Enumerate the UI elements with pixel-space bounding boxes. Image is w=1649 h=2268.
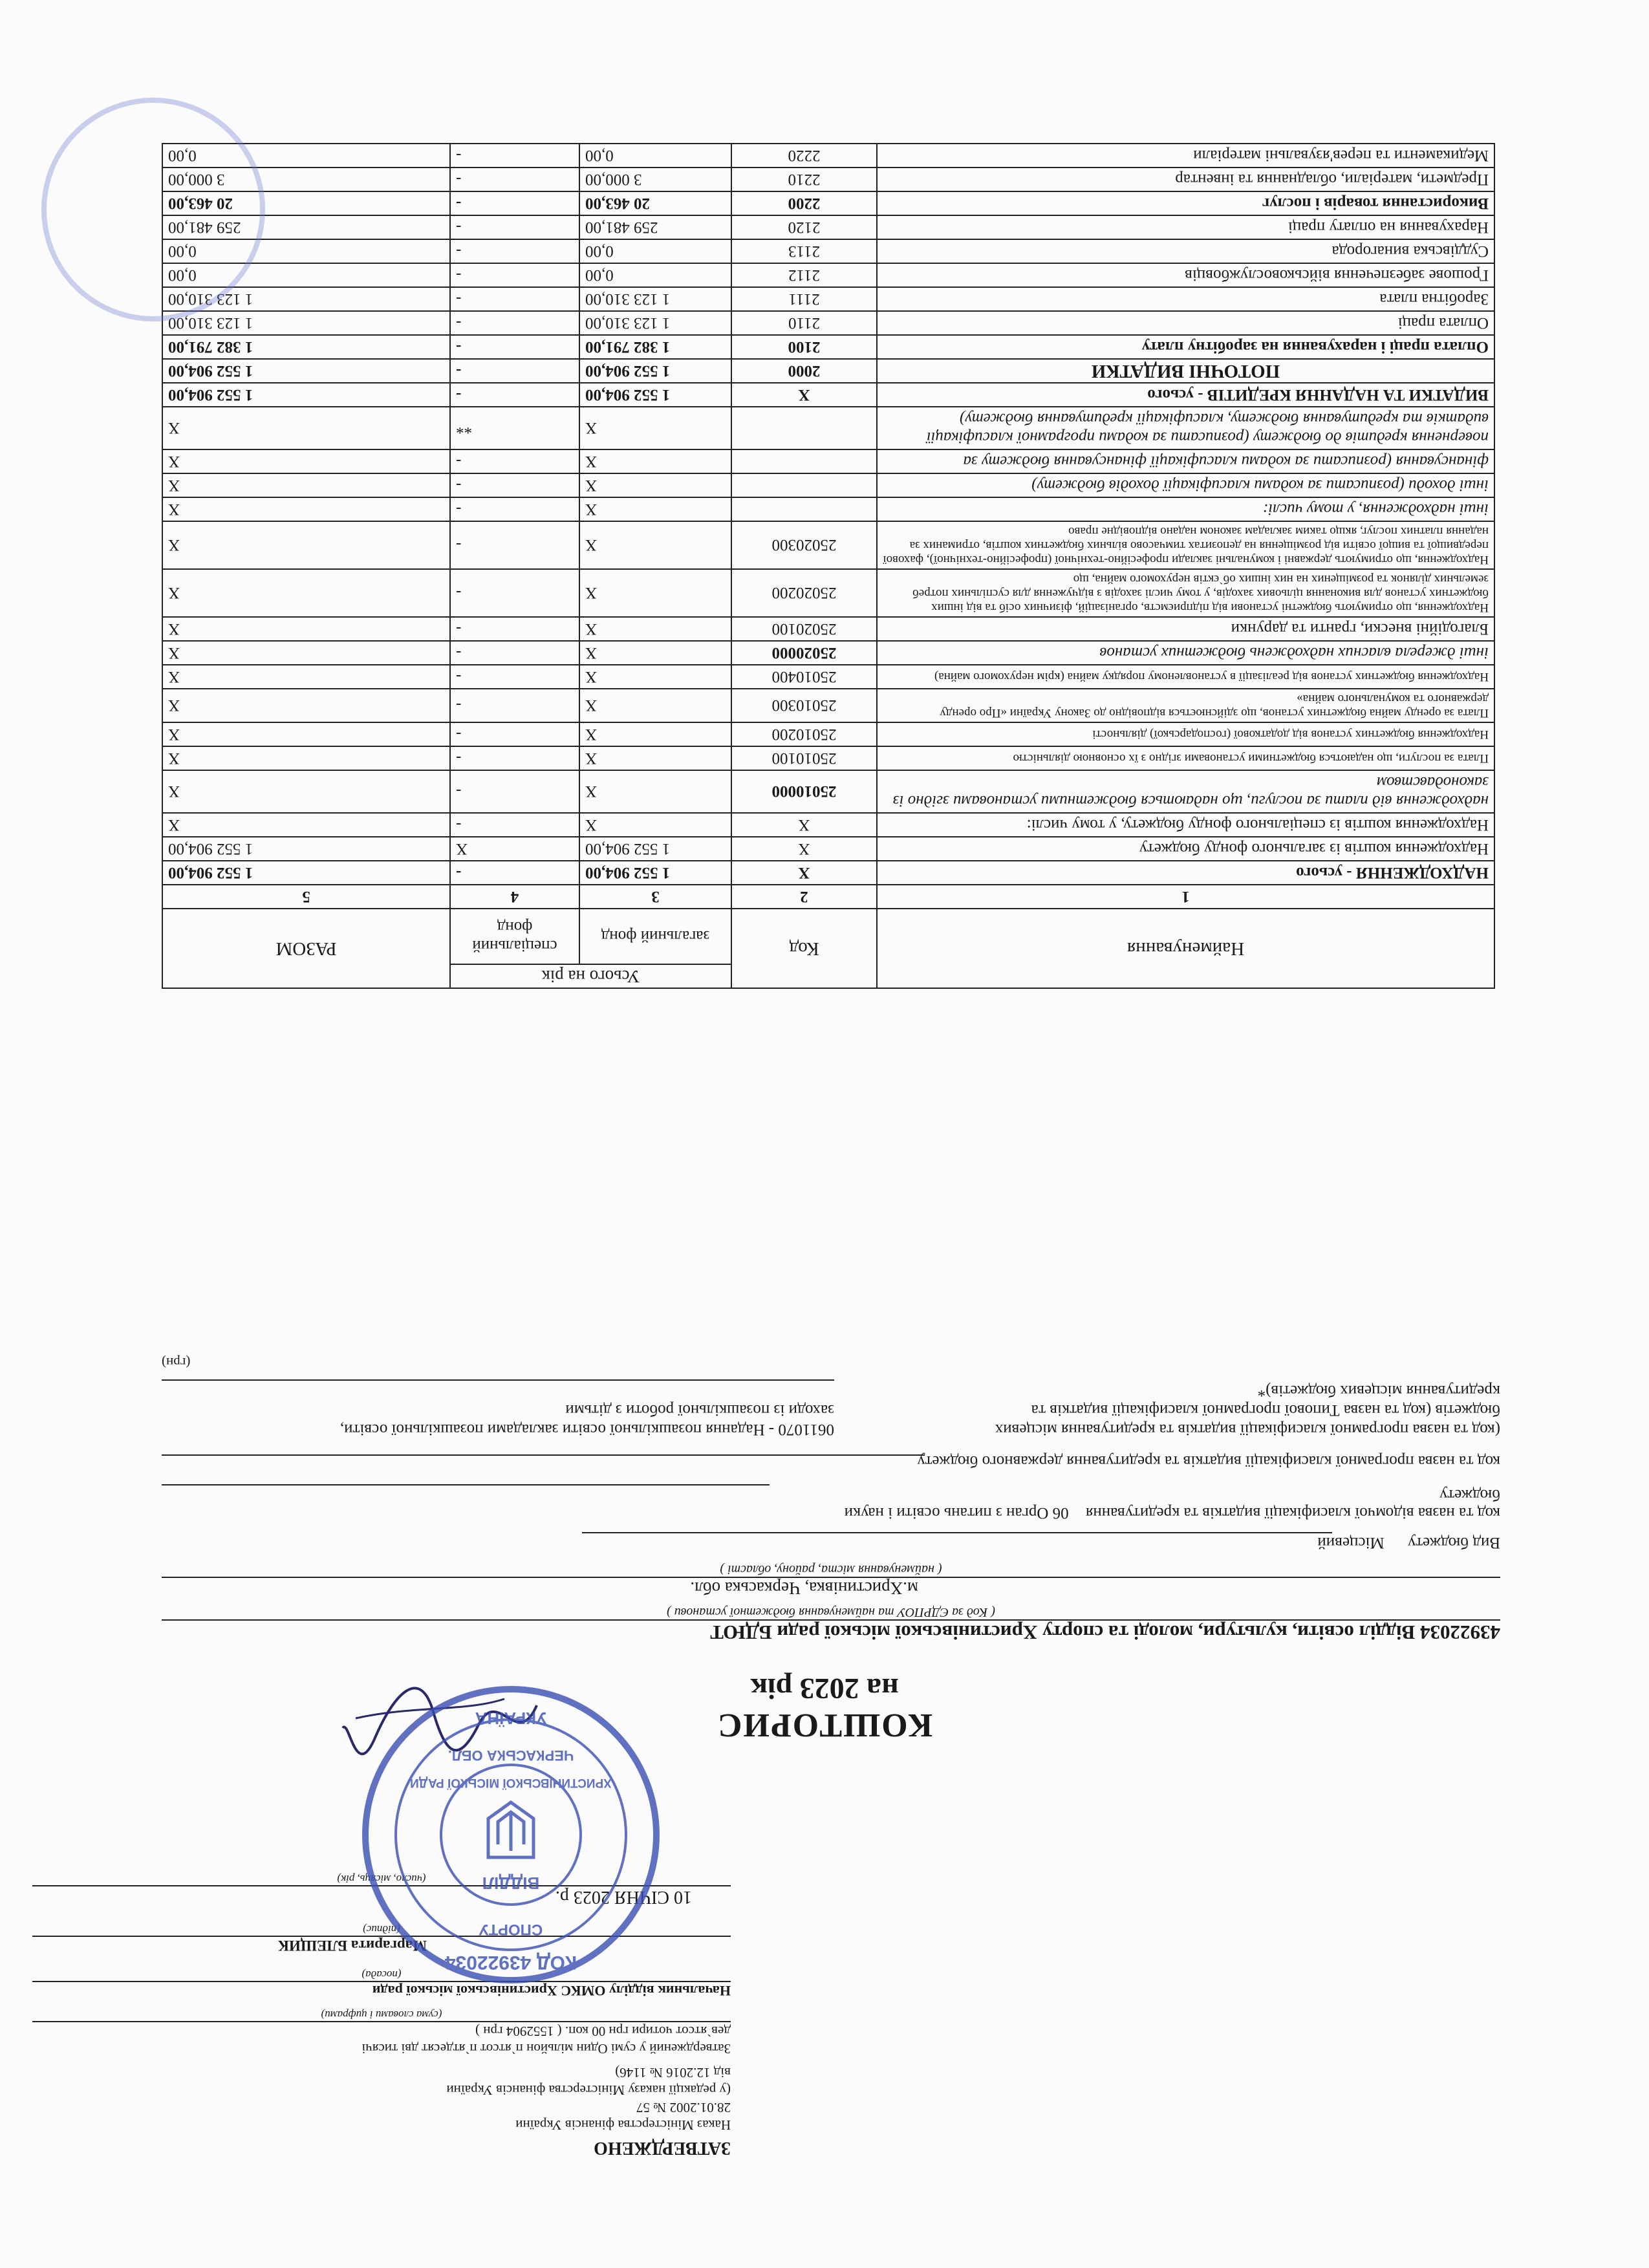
row-general-fund: 3 000,00 xyxy=(579,167,731,191)
order-line-2: 28.01.2002 № 57 xyxy=(636,2100,731,2115)
row-special-fund: - xyxy=(450,473,579,497)
institution-name: 43922034 Відділ освіти, культури, молоді та спорту Христинівської міської ради БДЮТ xyxy=(162,1619,1500,1644)
header-code: Код xyxy=(731,909,877,988)
header-special-fund: спеціальний фонд xyxy=(450,909,579,964)
row-total: 1 123 310,00 xyxy=(162,287,450,311)
row-general-fund: Х xyxy=(579,722,731,746)
row-special-fund: - xyxy=(450,641,579,665)
institution-block xyxy=(162,1354,1500,1644)
row-code: 2100 xyxy=(731,335,877,359)
row-code: 25010300 xyxy=(731,689,877,722)
row-special-fund: - xyxy=(450,263,579,287)
row-name: Медикаменти та перев'язувальні матеріали xyxy=(877,144,1494,167)
table-row xyxy=(162,689,1494,722)
local-program-label-2: бюджетів (код та назва Типової програмної класифікації видатків та xyxy=(1031,1401,1500,1419)
row-total: 1 382 791,00 xyxy=(162,335,450,359)
row-special-fund: Х xyxy=(450,837,579,861)
table-row xyxy=(162,144,1494,167)
local-program-label-3: кредитування місцевих бюджетів)* xyxy=(1257,1382,1500,1399)
row-special-fund: - xyxy=(450,383,579,407)
row-name: Надходження, що отримують бюджетні установи від підприємств, організацій, фізичних осіб та від інших бюджетних установ для виконання цільових заходів, у тому числі заходів з відчуження для суспільних потреб земельних ділянок та розміщених на них інших об`єктів нерухомого майна, що xyxy=(877,569,1494,617)
row-name: інші надходження, у тому числі: xyxy=(877,497,1494,521)
row-code xyxy=(731,473,877,497)
row-total: 0,00 xyxy=(162,239,450,263)
row-name: НАДХОДЖЕННЯ - усього xyxy=(877,861,1494,885)
row-total: 1 552 904,00 xyxy=(162,383,450,407)
row-total: 1 552 904,00 xyxy=(162,861,450,885)
row-code: 25010100 xyxy=(731,746,877,770)
row-code: 25010000 xyxy=(731,770,877,813)
row-code: 25010200 xyxy=(731,722,877,746)
seal-dept: ВІДДІЛ xyxy=(482,1874,540,1893)
document-title xyxy=(0,1672,1649,1744)
row-general-fund: Х xyxy=(579,449,731,473)
table-row xyxy=(162,287,1494,311)
table-row xyxy=(162,746,1494,770)
row-total: Х xyxy=(162,641,450,665)
row-code: Х xyxy=(731,837,877,861)
row-code: 2111 xyxy=(731,287,877,311)
row-name: Надходження коштів із спеціального фонду бюджету, у тому числі: xyxy=(877,813,1494,837)
col-number-2: 2 xyxy=(731,885,877,909)
row-general-fund: Х xyxy=(579,521,731,569)
row-name: ВИДАТКИ ТА НАДАННЯ КРЕДИТІВ - усього xyxy=(877,383,1494,407)
header-total: РАЗОМ xyxy=(162,909,450,988)
amount-caption: (сума словами і цифрами) xyxy=(321,2009,442,2021)
row-code: 25020000 xyxy=(731,641,877,665)
local-program-classification xyxy=(162,1381,1500,1439)
row-code: 2120 xyxy=(731,215,877,239)
row-code: 2200 xyxy=(731,191,877,215)
budget-type-value: Місцевий xyxy=(1317,1534,1385,1551)
signer-caption: (підпис) xyxy=(363,1923,400,1936)
row-code xyxy=(731,497,877,521)
row-special-fund: - xyxy=(450,746,579,770)
row-general-fund: Х xyxy=(579,473,731,497)
row-special-fund: - xyxy=(450,335,579,359)
approved-amount-line: Затверджений у сумі Один мільйон п`ятсот п`ятдесят дві тисячі xyxy=(361,2041,731,2057)
seal-name: ХРИСТИНІВСЬКОЇ МІСЬКОЇ РАДИ xyxy=(410,1776,612,1789)
row-name: фінансування (розписати за кодами класифікації фінансування бюджету за xyxy=(877,449,1494,473)
row-total: Х xyxy=(162,770,450,813)
row-name: Нарахування на оплату праці xyxy=(877,215,1494,239)
row-code: 2110 xyxy=(731,311,877,335)
date-caption: (число, місяць, рік) xyxy=(337,1873,426,1885)
row-special-fund: - xyxy=(450,239,579,263)
program-classification-label: код та назва програмної класифікації видатків та кредитування державного бюджету xyxy=(917,1453,1500,1470)
row-special-fund: - xyxy=(450,617,579,641)
seal-region: ЧЕРКАСЬКА ОБЛ. xyxy=(447,1747,574,1764)
institution-location: м.Христинівка, Черкаська обл. xyxy=(162,1577,1500,1598)
dept-code-label-2: бюджету xyxy=(1439,1486,1500,1504)
row-special-fund: - xyxy=(450,497,579,521)
row-code: Х xyxy=(731,861,877,885)
local-program-value: 0611070 - Надання позашкільної освіти закладами позашкільної освіти, xyxy=(339,1421,834,1438)
row-special-fund: - xyxy=(450,665,579,689)
table-row xyxy=(162,837,1494,861)
units-label: (грн) xyxy=(162,1355,191,1370)
seal-sport: СПОРТУ xyxy=(479,1921,543,1938)
table-row xyxy=(162,722,1494,746)
row-code: 2113 xyxy=(731,239,877,263)
row-general-fund: Х xyxy=(579,497,731,521)
table-row xyxy=(162,359,1494,383)
table-row xyxy=(162,191,1494,215)
row-code: 25020200 xyxy=(731,569,877,617)
row-total: Х xyxy=(162,569,450,617)
table-row xyxy=(162,449,1494,473)
row-name: Оплата праці xyxy=(877,311,1494,335)
budget-type-label: Вид бюджету xyxy=(1407,1534,1500,1551)
row-total: Х xyxy=(162,746,450,770)
row-general-fund: Х xyxy=(579,746,731,770)
table-row xyxy=(162,167,1494,191)
row-code: 2112 xyxy=(731,263,877,287)
row-name: інші джерела власних надходжень бюджетних установ xyxy=(877,641,1494,665)
row-total: Х xyxy=(162,665,450,689)
location-caption: ( найменування міста, району, області ) xyxy=(720,1562,942,1577)
row-code: 2210 xyxy=(731,167,877,191)
row-total: Х xyxy=(162,689,450,722)
row-name: Грошове забезпечення військовослужбовців xyxy=(877,263,1494,287)
signer-name: Маргарита БЛЕЩИК xyxy=(32,1936,731,1954)
row-general-fund: Х xyxy=(579,770,731,813)
row-name: ПОТОЧНІ ВИДАТКИ xyxy=(877,359,1494,383)
row-name: Плата за послуги, що надаються бюджетними установами згідно з їх основною діяльністю xyxy=(877,746,1494,770)
row-total: Х xyxy=(162,473,450,497)
table-row xyxy=(162,215,1494,239)
title-line-2: на 2023 рік xyxy=(750,1672,899,1705)
row-special-fund: - xyxy=(450,861,579,885)
row-general-fund: Х xyxy=(579,569,731,617)
row-name: Надходження бюджетних установ від додаткової (господарської) діяльності xyxy=(877,722,1494,746)
table-row xyxy=(162,335,1494,359)
row-code: 25020100 xyxy=(731,617,877,641)
row-total: 0,00 xyxy=(162,144,450,167)
row-code: Х xyxy=(731,813,877,837)
row-name: Заробітна плата xyxy=(877,287,1494,311)
position-caption: (посада) xyxy=(361,1969,402,1981)
approved-amount-line-2: дев`ятсот чотири грн 00 коп. ( 1552904 грн ) xyxy=(32,2021,731,2040)
header-year-total: Усього на рік xyxy=(450,964,731,988)
header-general-fund: загальний фонд xyxy=(579,909,731,964)
table-row xyxy=(162,311,1494,335)
col-number-3: 3 xyxy=(579,885,731,909)
row-code: Х xyxy=(731,383,877,407)
row-special-fund: - xyxy=(450,311,579,335)
row-name: Оплата праці і нарахування на заробітну плату xyxy=(877,335,1494,359)
row-name: Надходження бюджетних установ від реалізації в установленому порядку майна (крім нерухомого майна) xyxy=(877,665,1494,689)
row-total: Х xyxy=(162,813,450,837)
row-code xyxy=(731,449,877,473)
row-special-fund: - xyxy=(450,770,579,813)
row-total: Х xyxy=(162,521,450,569)
row-special-fund: - xyxy=(450,449,579,473)
row-total: Х xyxy=(162,449,450,473)
table-row xyxy=(162,521,1494,569)
row-code: 2000 xyxy=(731,359,877,383)
table-row xyxy=(162,861,1494,885)
row-code: 25020300 xyxy=(731,521,877,569)
trident-icon xyxy=(482,1799,540,1864)
row-total: 3 000,00 xyxy=(162,167,450,191)
row-special-fund: - xyxy=(450,287,579,311)
row-code: 25010400 xyxy=(731,665,877,689)
dept-classification xyxy=(162,1504,1500,1522)
table-row xyxy=(162,569,1494,617)
row-name: Надходження, що отримують державні і комунальні заклади професійно-технічної (професійно-технічної), фахової передвищої та вищої освіти від розміщення на депозитах тимчасово вільних бюджетних коштів, отриманих за надання платних послуг, якщо таким закладам законом надано відповідне право xyxy=(877,521,1494,569)
col-number-1: 1 xyxy=(877,885,1494,909)
row-general-fund: 1 382 791,00 xyxy=(579,335,731,359)
row-total: Х xyxy=(162,497,450,521)
row-total: 1 123 310,00 xyxy=(162,311,450,335)
row-name: Суддівська винагорода xyxy=(877,239,1494,263)
table-row xyxy=(162,407,1494,449)
row-general-fund: Х xyxy=(579,665,731,689)
row-code xyxy=(731,407,877,449)
row-special-fund: ** xyxy=(450,407,579,449)
position-title: Начальник відділу ОМКС Христинівської міської ради xyxy=(32,1981,731,1999)
table-row xyxy=(162,239,1494,263)
row-name: Плата за оренду майна бюджетних установ, що здійснюється відповідно до Закону України «Про оренду державного та комунального майна» xyxy=(877,689,1494,722)
approval-date: 10 СІЧНЯ 2023 р. xyxy=(32,1885,731,1907)
table-row xyxy=(162,770,1494,813)
row-general-fund: 1 552 904,00 xyxy=(579,861,731,885)
header-name: Найменування xyxy=(877,909,1494,988)
row-total: Х xyxy=(162,722,450,746)
budget-type xyxy=(162,1533,1500,1551)
faint-stamp xyxy=(41,98,265,321)
row-special-fund: - xyxy=(450,359,579,383)
row-name: повернення кредитів до бюджету (розписати за кодами програмної класифікації видатків та кредитування бюджету, класифікації кредитування бюджету) xyxy=(877,407,1494,449)
row-name: Благодійні внески, гранти та дарунки xyxy=(877,617,1494,641)
row-name: інші доходи (розписати за кодами класифікації доходів бюджету) xyxy=(877,473,1494,497)
title-line-1: КОШТОРИС xyxy=(716,1707,933,1744)
row-name: надходження від плати за послуги, що надаються бюджетними установами згідно із законодавством xyxy=(877,770,1494,813)
row-general-fund: 1 123 310,00 xyxy=(579,287,731,311)
row-general-fund: 0,00 xyxy=(579,263,731,287)
row-general-fund: Х xyxy=(579,813,731,837)
order-line-4: від 12.2016 № 1146) xyxy=(615,2065,731,2080)
row-special-fund: - xyxy=(450,167,579,191)
row-special-fund: - xyxy=(450,215,579,239)
seal-code: КОД 43922034 xyxy=(444,1952,577,1973)
row-general-fund: 20 463,00 xyxy=(579,191,731,215)
row-general-fund: 259 481,00 xyxy=(579,215,731,239)
row-total: 1 552 904,00 xyxy=(162,837,450,861)
row-general-fund: Х xyxy=(579,407,731,449)
row-name: Надходження коштів із загального фонду бюджету xyxy=(877,837,1494,861)
order-line-3: (у редакції наказу Міністерства фінансів України xyxy=(446,2082,731,2098)
col-number-5: 5 xyxy=(162,885,450,909)
row-total: Х xyxy=(162,617,450,641)
approval-heading: ЗАТВЕРДЖЕНО xyxy=(594,2138,731,2158)
row-code: 2220 xyxy=(731,144,877,167)
row-total: 259 481,00 xyxy=(162,215,450,239)
table-row xyxy=(162,473,1494,497)
seal-country: УКРАЇНА xyxy=(475,1709,547,1728)
estimate-table xyxy=(162,143,1495,989)
row-general-fund: Х xyxy=(579,641,731,665)
estimate-rows xyxy=(162,144,1494,885)
row-special-fund: - xyxy=(450,144,579,167)
dept-code-label: код та назва відомчої класифікації видатків та кредитування xyxy=(1085,1504,1500,1522)
col-number-4: 4 xyxy=(450,885,579,909)
dept-code-value: 06 Орган з питань освіти і науки xyxy=(844,1504,1069,1522)
row-general-fund: 1 552 904,00 xyxy=(579,837,731,861)
row-special-fund: - xyxy=(450,722,579,746)
institution-caption: ( Код за ЄДРПОУ та найменування бюджетної установи ) xyxy=(667,1605,995,1619)
table-row xyxy=(162,617,1494,641)
row-general-fund: 1 552 904,00 xyxy=(579,383,731,407)
row-total: 1 552 904,00 xyxy=(162,359,450,383)
row-name: Використання товарів і послуг xyxy=(877,191,1494,215)
row-special-fund: - xyxy=(450,813,579,837)
local-program-value-2: заходи із позашкільної роботи з дітьми xyxy=(565,1401,834,1419)
row-name: Предмети, матеріали, обладнання та інвентар xyxy=(877,167,1494,191)
table-row xyxy=(162,813,1494,837)
table-row xyxy=(162,497,1494,521)
row-general-fund: 1 552 904,00 xyxy=(579,359,731,383)
table-row xyxy=(162,665,1494,689)
row-special-fund: - xyxy=(450,521,579,569)
row-general-fund: Х xyxy=(579,689,731,722)
table-row xyxy=(162,641,1494,665)
order-line-1: Наказ Міністерства фінансів України xyxy=(515,2117,731,2133)
row-total: 20 463,00 xyxy=(162,191,450,215)
row-general-fund: 0,00 xyxy=(579,144,731,167)
row-special-fund: - xyxy=(450,569,579,617)
table-row xyxy=(162,263,1494,287)
row-general-fund: Х xyxy=(579,617,731,641)
row-special-fund: - xyxy=(450,191,579,215)
local-program-label: (код та назва програмної класифікації видатків та кредитування місцевих xyxy=(995,1421,1500,1438)
row-total: 0,00 xyxy=(162,263,450,287)
row-total: Х xyxy=(162,407,450,449)
row-general-fund: 1 123 310,00 xyxy=(579,311,731,335)
row-general-fund: 0,00 xyxy=(579,239,731,263)
table-row xyxy=(162,383,1494,407)
row-special-fund: - xyxy=(450,689,579,722)
